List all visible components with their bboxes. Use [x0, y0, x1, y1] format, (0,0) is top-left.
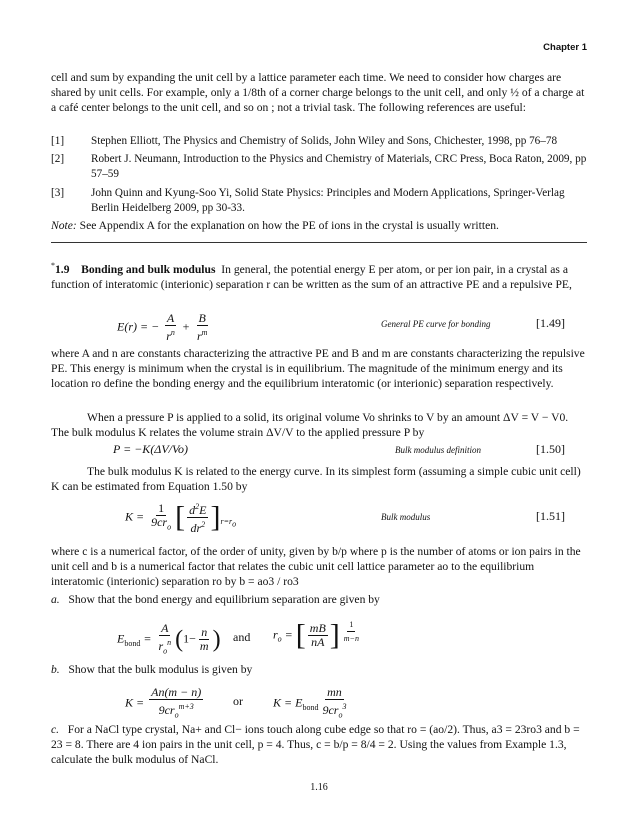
equation-number: [1.49]	[536, 316, 565, 330]
question-label: a.	[51, 593, 60, 606]
section-number: 1.9	[55, 262, 70, 276]
reference-number: [3]	[51, 187, 65, 199]
equation-caption: General PE curve for bonding	[381, 319, 491, 329]
reference-text: John Quinn and Kyung-Soo Yi, Solid State Physics: Principles and Modern Applications, Springer-Verlag Berlin Heidelberg 2009, pp 30-33.	[91, 187, 565, 214]
equation-caption: Bulk modulus	[381, 512, 431, 522]
question-label: c.	[51, 723, 60, 736]
bond-energy-formula: $E_{bond}$ = $\frac{A}{r_o^n}$ (1− $\frac{n}{m}$ )	[117, 621, 221, 656]
and-connector: and	[233, 630, 251, 644]
question-text: Show that the bulk modulus is given by	[68, 663, 253, 676]
reference-text: Stephen Elliott, The Physics and Chemistry of Solids, John Wiley and Sons, Chichester, 1998, pp 76–78	[91, 135, 558, 147]
section-divider	[51, 242, 587, 243]
bulk-modulus-definition: P = −K(ΔV/Vo)	[113, 442, 189, 456]
question-c	[51, 722, 587, 768]
reference-number: [2]	[51, 153, 65, 165]
question-a	[51, 592, 587, 607]
equation-number: [1.51]	[536, 509, 565, 523]
section-star: *	[51, 261, 55, 270]
equation-1-51	[51, 496, 587, 536]
paragraph-constants: where A and n are constants characterizing the attractive PE and B and m are constants characterizing the repulsive PE. This energy is minimum when the crystal is in equilibrium. The magnitude of the minimum energy and its location ro define the bonding energy and the equilibrium interatomic (or interionic) separation respectively.	[51, 347, 585, 391]
equation-bulk-modulus-result	[51, 682, 587, 718]
equation-1-49	[51, 306, 587, 342]
reference-number: [1]	[51, 135, 65, 147]
section-title: Bonding and bulk modulus	[81, 262, 216, 276]
section-lead: In general, the potential energy E per atom, or per ion pair, in a crystal as a function of interatomic (interionic) separation r can be written as the sum of an attractive PE and a repulsive PE,	[51, 262, 572, 292]
paragraph-energy-curve: The bulk modulus K is related to the energy curve. In its simplest form (assuming a simple cubic unit cell) K can be estimated from Equation 1.50 by	[51, 465, 581, 494]
or-connector: or	[233, 694, 243, 708]
equation-caption: Bulk modulus definition	[395, 445, 481, 455]
equation-bond-energy	[51, 612, 587, 658]
chapter-header: Chapter 1	[543, 42, 587, 53]
pe-formula: E(r) = − $\frac{A}{r^n}$ + $\frac{B}{r^m}$	[117, 311, 208, 343]
paragraph-numerical-factor: where c is a numerical factor, of the order of unity, given by b/p where p is the number of atoms or ion pairs in the unit cell and b is a numerical factor that relates the cubic unit cell lattice parameter ao to the equilibrium interatomic (interionic) separation ro by b = ao3 / ro3	[51, 545, 581, 589]
reference-text: Robert J. Neumann, Introduction to the Physics and Chemistry of Materials, CRC Press, Boca Raton, 2009, pp 57–59	[91, 153, 587, 180]
question-text: Show that the bond energy and equilibrium separation are given by	[68, 593, 380, 606]
section-intro	[51, 258, 587, 292]
question-text: For a NaCl type crystal, Na+ and Cl− ions touch along cube edge so that ro = (ao/2). Thus, a3 = 23ro3 and b = 23 = 8. There are 4 ion pairs in the unit cell, p = 4. Thus, c = b/p = 8/4 = 2. Using the values from Example 1.3, calculate the bulk modulus of NaCl.	[51, 723, 580, 767]
question-label: b.	[51, 663, 60, 676]
intro-paragraph: cell and sum by expanding the unit cell by a lattice parameter each time. We need to consider how charges are shared by unit cells. For example, only a 1/8th of a corner charge belongs to the unit cell, and only ½ of a charge at a café center belongs to the unit cell, and so on ; not a trivial task. The following references are useful:	[51, 71, 585, 115]
equation-1-50	[51, 442, 587, 458]
page-number: 1.16	[310, 782, 328, 793]
bulk-modulus-energy-formula: $K = E_{bond}$ $\frac{mn}{9cr_o^3}$	[273, 685, 347, 720]
equation-number: [1.50]	[536, 442, 565, 456]
bulk-modulus-constants-formula: K = $\frac{An(m - n)}{9cr_o^{m+3}}$	[125, 685, 202, 720]
note	[51, 218, 587, 233]
equilibrium-separation-formula: $r_o$ = [ $\frac{mB}{nA}$ ] $^{\frac{1}{m-n}}$	[273, 618, 359, 652]
bulk-modulus-formula: K = $\frac{1}{9cr_o}$ [ $\frac{d^2E}{dr^2}$ ]$_{r=r_o}$	[125, 500, 237, 535]
note-label: Note:	[51, 219, 77, 232]
paragraph-pressure: When a pressure P is applied to a solid, its original volume Vo shrinks to V by an amount ΔV = V − V0. The bulk modulus K relates the volume strain ΔV/V to the applied pressure P by	[51, 411, 569, 440]
question-b	[51, 662, 587, 677]
note-text: See Appendix A for the explanation on how the PE of ions in the crystal is usually written.	[79, 219, 499, 232]
